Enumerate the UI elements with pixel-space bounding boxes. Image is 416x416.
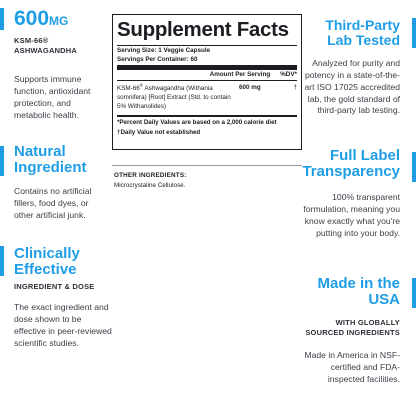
made-in-usa-heading: Made in the USA xyxy=(317,275,400,308)
footnote-dv-not-established: †Daily Value not established xyxy=(117,128,201,136)
ksm-line-1: KSM-66® xyxy=(14,36,49,45)
other-ingredients xyxy=(114,172,304,189)
other-ingredients-divider xyxy=(112,165,302,166)
natural-ingredient-heading: Natural Ingredient xyxy=(14,143,87,176)
dose-heading xyxy=(14,8,68,29)
immune-description: Supports immune function, antioxidant protection, and metabolic health. xyxy=(14,74,91,120)
accent-bar-right-2 xyxy=(412,152,416,182)
ingredient-detail: Ashwagandha (Withania somnifera) [Root] Extract (Std. to contain 5% Withanolides) xyxy=(117,85,231,111)
dose-value: 600 xyxy=(14,7,50,30)
ingredient-dv: † xyxy=(293,84,297,92)
ksm-label xyxy=(14,36,77,56)
accent-bar-right-1 xyxy=(412,18,416,48)
accent-bar-left-1 xyxy=(0,8,4,30)
footnote-percent-dv: *Percent Daily Values are based on a 2,000 calorie diet xyxy=(117,118,277,126)
clinically-effective-description: The exact ingredient and dose shown to be effective in peer-reviewed scientific studies. xyxy=(14,302,112,348)
other-ingredients-text: Microcrystaline Cellulose. xyxy=(114,182,186,189)
ksm-line-2: ASHWAGANDHA xyxy=(14,45,78,55)
ingredient-name xyxy=(117,83,239,111)
ingredient-amount: 600 mg xyxy=(239,84,261,92)
accent-bar-right-3 xyxy=(412,278,416,308)
supplement-facts-panel xyxy=(112,14,302,150)
servings-per-container: Servings Per Container: 60 xyxy=(117,56,198,64)
supplement-facts-title: Supplement Facts xyxy=(117,18,289,41)
amount-header xyxy=(117,70,297,80)
label-transparency-heading: Full Label Transparency xyxy=(302,147,400,180)
third-party-heading: Third-Party Lab Tested xyxy=(325,17,400,48)
globally-sourced-subheading: WITH GLOBALLY SOURCED INGREDIENTS xyxy=(305,318,400,337)
accent-bar-left-3 xyxy=(0,246,4,276)
ingredient-dose-subheading: INGREDIENT & DOSE xyxy=(14,282,95,291)
ingredient-brand: KSM-66 xyxy=(117,85,140,93)
other-ingredients-title: OTHER INGREDIENTS: xyxy=(114,172,187,179)
accent-bar-left-2 xyxy=(0,146,4,176)
registered-mark: ® xyxy=(139,83,144,89)
ingredient-row xyxy=(117,81,297,114)
clinically-effective-heading: Clinically Effective xyxy=(14,245,80,278)
dose-unit: MG xyxy=(49,14,69,28)
amount-per-serving-label: Amount Per Serving xyxy=(209,71,271,78)
dv-label: %DV* xyxy=(280,71,297,78)
made-in-usa-description: Made in America in NSF-certified and FDA-inspected facilities. xyxy=(304,350,400,384)
third-party-description: Analyzed for purity and potency in a state-of-the-art ISO 17025 accredited lab, the gold standard of third-party lab testing. xyxy=(304,58,400,116)
serving-size: Serving Size: 1 Veggie Capsule xyxy=(117,46,211,54)
natural-ingredient-description: Contains no artificial fillers, food dyes, or other artificial junk. xyxy=(14,186,92,220)
label-transparency-description: 100% transparent formulation, meaning you know exactly what you're putting into your body. xyxy=(303,192,400,238)
